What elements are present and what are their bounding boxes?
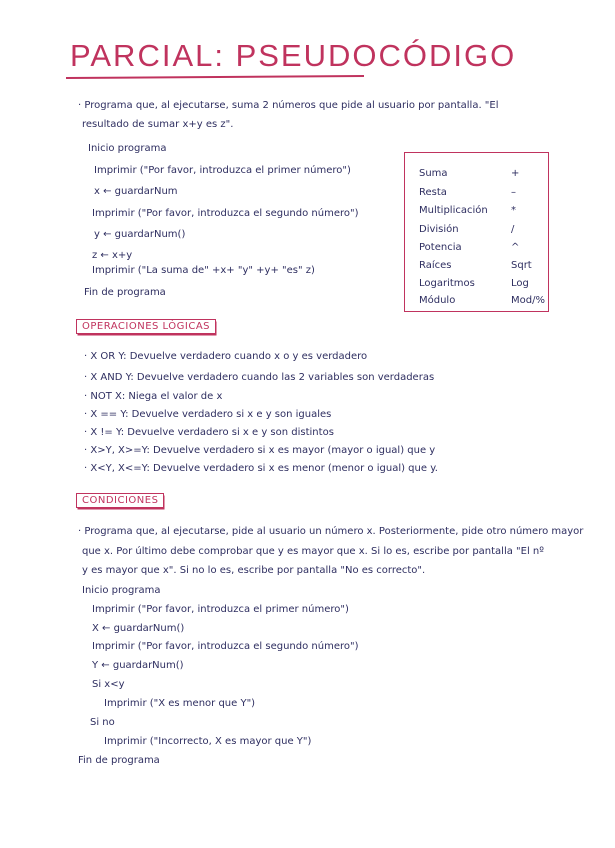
- program1-line: Inicio programa: [88, 143, 167, 154]
- conditions-code-line: Si no: [90, 717, 115, 728]
- operation-symbol: –: [511, 187, 516, 198]
- conditions-code-line: X ← guardarNum(): [92, 623, 185, 634]
- program1-line: Imprimir ("Por favor, introduzca el primer número"): [94, 165, 351, 176]
- conditions-code-line: Fin de programa: [78, 755, 160, 766]
- conditions-desc-line: y es mayor que x". Si no lo es, escribe por pantalla "No es correcto".: [82, 565, 426, 576]
- operation-name: Multiplicación: [419, 205, 488, 216]
- operation-name: Módulo: [419, 295, 456, 306]
- logic-item: · X != Y: Devuelve verdadero si x e y son distintos: [84, 427, 334, 438]
- logic-item: · X<Y, X<=Y: Devuelve verdadero si x es menor (menor o igual) que y.: [84, 463, 438, 474]
- operation-name: Suma: [419, 168, 448, 179]
- operation-symbol: *: [511, 205, 516, 216]
- program1-line: x ← guardarNum: [94, 186, 178, 197]
- logic-item: · X OR Y: Devuelve verdadero cuando x o y es verdadero: [84, 351, 368, 362]
- conditions-code-line: Imprimir ("Incorrecto, X es mayor que Y"): [104, 736, 312, 747]
- title-underline: [66, 75, 364, 79]
- program1-line: y ← guardarNum(): [94, 229, 186, 240]
- page-title: PARCIAL: PSEUDOCÓDIGO: [70, 38, 517, 73]
- program1-line: Imprimir ("Por favor, introduzca el segundo número"): [92, 208, 359, 219]
- intro-line-1: · Programa que, al ejecutarse, suma 2 números que pide al usuario por pantalla. "El: [78, 100, 499, 111]
- operation-symbol: Log: [511, 278, 529, 289]
- operation-name: División: [419, 224, 459, 235]
- operation-symbol: Mod/%: [511, 295, 545, 306]
- conditions-code-line: Imprimir ("X es menor que Y"): [104, 698, 256, 709]
- operation-symbol: /: [511, 224, 515, 235]
- operation-name: Logaritmos: [419, 278, 475, 289]
- intro-line-2: resultado de sumar x+y es z".: [82, 119, 234, 130]
- operation-symbol: ^: [511, 242, 520, 253]
- conditions-desc-line: · Programa que, al ejecutarse, pide al usuario un número x. Posteriormente, pide otro número mayor: [78, 526, 584, 537]
- logic-heading: OPERACIONES LÓGICAS: [76, 319, 216, 334]
- program1-line: z ← x+y: [92, 250, 133, 261]
- operation-name: Potencia: [419, 242, 462, 253]
- conditions-code-line: Y ← guardarNum(): [92, 660, 184, 671]
- conditions-code-line: Si x<y: [92, 679, 125, 690]
- conditions-code-line: Imprimir ("Por favor, introduzca el primer número"): [92, 604, 349, 615]
- operation-name: Raíces: [419, 260, 452, 271]
- logic-item: · X == Y: Devuelve verdadero si x e y son iguales: [84, 409, 332, 420]
- logic-item: · X AND Y: Devuelve verdadero cuando las 2 variables son verdaderas: [84, 372, 435, 383]
- operation-symbol: Sqrt: [511, 260, 532, 271]
- conditions-desc-line: que x. Por último debe comprobar que y es mayor que x. Si lo es, escribe por pantalla "El nº: [82, 546, 544, 557]
- operation-symbol: +: [511, 168, 520, 179]
- program1-line: Imprimir ("La suma de" +x+ "y" +y+ "es" z): [92, 265, 315, 276]
- program1-line: Fin de programa: [84, 287, 166, 298]
- logic-item: · NOT X: Niega el valor de x: [84, 391, 223, 402]
- logic-item: · X>Y, X>=Y: Devuelve verdadero si x es mayor (mayor o igual) que y: [84, 445, 436, 456]
- conditions-code-line: Imprimir ("Por favor, introduzca el segundo número"): [92, 641, 359, 652]
- operations-table: [404, 152, 549, 312]
- conditions-heading: CONDICIONES: [76, 493, 164, 508]
- conditions-code-line: Inicio programa: [82, 585, 161, 596]
- operation-name: Resta: [419, 187, 447, 198]
